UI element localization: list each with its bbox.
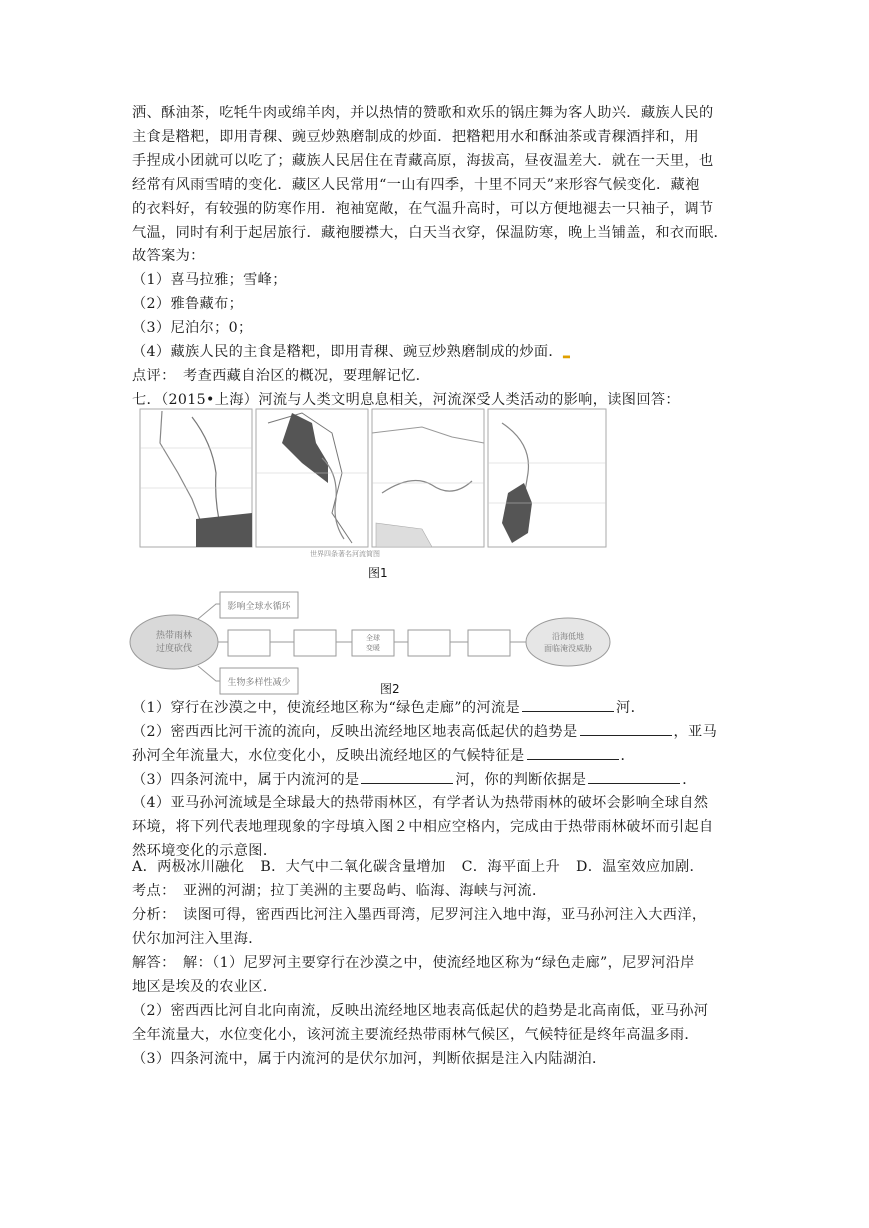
blank-4[interactable] bbox=[361, 769, 453, 784]
answer-line: （2）雅鲁藏布； bbox=[132, 296, 244, 312]
question-2-cont: 孙河全年流量大，水位变化小，反映出流经地区的气候特征是 ． bbox=[132, 745, 635, 766]
option-c: C．海平面上升 bbox=[461, 859, 561, 875]
map-nile bbox=[140, 409, 252, 547]
blank-box-4 bbox=[468, 630, 510, 656]
map-amazon bbox=[372, 409, 484, 547]
figure1-maps bbox=[132, 403, 612, 563]
options-line bbox=[132, 857, 704, 877]
blank-3[interactable] bbox=[527, 745, 619, 760]
text-line: 经常有风雨雪晴的变化．藏区人民常用“一山有四季，十里不同天”来形容气候变化．藏袍 bbox=[132, 177, 700, 193]
analysis-line: 伏尔加河注入里海． bbox=[132, 931, 263, 947]
option-b: B．大气中二氧化碳含量增加 bbox=[260, 859, 446, 875]
text-line: 洒、酥油茶，吃牦牛肉或绵羊肉，并以热情的赞歌和欢乐的锅庄舞为客人助兴．藏族人民的 bbox=[132, 105, 714, 121]
text-line: 故答案为： bbox=[132, 248, 205, 264]
solution-line: （3）四条河流中，属于内流河的是伏尔加河，判断依据是注入内陆湖泊． bbox=[132, 1051, 607, 1067]
figure2-diagram bbox=[128, 586, 628, 696]
question-4-cont: 环境，将下列代表地理现象的字母填入图２中相应空格内，完成由于热带雨林破坏而引起自 bbox=[132, 819, 714, 835]
question-3: （3）四条河流中，属于内流河的是 河，你的判断依据是 ． bbox=[132, 769, 697, 790]
comment-line: 点评： 考查西藏自治区的概况，要理解记忆． bbox=[132, 368, 431, 384]
answer-line: （1）喜马拉雅；雪峰； bbox=[132, 272, 287, 288]
bottom-box: 生物多样性减少 bbox=[227, 678, 291, 688]
start-node-line2: 过度砍伐 bbox=[155, 644, 193, 654]
question-4: （4）亚马孙河流域是全球最大的热带雨林区，有学者认为热带雨林的破坏会影响全球自然 bbox=[132, 795, 709, 811]
analysis-line: 分析： 读图可得，密西西比河注入墨西哥湾，尼罗河注入地中海，亚马孙河注入大西洋， bbox=[132, 907, 707, 923]
blank-box-1 bbox=[228, 630, 270, 656]
blank-5[interactable] bbox=[588, 769, 680, 784]
question-2: （2）密西西比河干流的流向，反映出流经地区地表高低起伏的趋势是 ，亚马 bbox=[132, 721, 717, 742]
middle-box-line2: 变暖 bbox=[366, 644, 380, 652]
blank-box-2 bbox=[294, 630, 336, 656]
question-1: （1）穿行在沙漠之中，使流经地区称为“绿色走廊”的河流是 河． bbox=[132, 697, 645, 718]
answer-line: （3）尼泊尔；0； bbox=[132, 320, 253, 336]
text-line: 手捏成小团就可以吃了；藏族人民居住在青藏高原，海拔高，昼夜温差大．就在一天里，也 bbox=[132, 153, 714, 169]
text-line: 的衣料好，有较强的防寒作用．袍袖宽敞，在气温升高时，可以方便地褪去一只袖子，调节 bbox=[132, 201, 714, 217]
solution-line: （2）密西西比河自北向南流，反映出流经地区地表高低起伏的趋势是北高南低，亚马孙河 bbox=[132, 1003, 709, 1019]
blank-1[interactable] bbox=[522, 697, 614, 712]
option-a: A．两极冰川融化 bbox=[132, 859, 245, 875]
figure1-caption: 图1 bbox=[368, 566, 388, 580]
end-node-line2: 面临淹没威胁 bbox=[544, 644, 592, 653]
middle-box-line1: 全球 bbox=[366, 634, 380, 642]
blank-box-3 bbox=[408, 630, 450, 656]
map-caption: 世界四条著名河流简图 bbox=[310, 550, 380, 558]
kaodian-line: 考点： 亚洲的河湖；拉丁美洲的主要岛屿、临海、海峡与河流． bbox=[132, 883, 547, 899]
solution-line: 全年流量大，水位变化小，该河流主要流经热带雨林气候区，气候特征是终年高温多雨． bbox=[132, 1027, 699, 1043]
blank-2[interactable] bbox=[580, 721, 672, 736]
question-title: 七．（2015•上海）河流与人类文明息息相关，河流深受人类活动的影响，读图回答： bbox=[132, 392, 680, 408]
option-d: D．温室效应加剧． bbox=[576, 859, 705, 875]
map-volga bbox=[488, 409, 606, 547]
text-line: 主食是糌粑，即用青稞、豌豆炒熟磨制成的炒面．把糌粑用水和酥油茶或青稞酒拌和，用 bbox=[132, 129, 699, 145]
start-node-line1: 热带雨林 bbox=[155, 631, 193, 641]
end-node-line1: 沿海低地 bbox=[552, 632, 584, 641]
top-box: 影响全球水循环 bbox=[227, 602, 291, 612]
solution-line: 解答： 解：（1）尼罗河主要穿行在沙漠之中，使流经地区称为“绿色走廊”，尼罗河沿岸 bbox=[132, 955, 695, 971]
figure2-caption: 图2 bbox=[380, 682, 400, 696]
solution-line: 地区是埃及的农业区． bbox=[132, 979, 278, 995]
text-line: 气温，同时有利于起居旅行．藏袍腰襟大，白天当衣穿，保温防寒，晚上当铺盖，和衣而眠． bbox=[132, 225, 729, 241]
map-mississippi bbox=[256, 409, 368, 547]
question-4-cont: 然环境变化的示意图． bbox=[132, 843, 278, 859]
answer-line: （4）藏族人民的主食是糌粑，即用青稞、豌豆炒熟磨制成的炒面．▂ bbox=[132, 344, 571, 360]
mark-icon: ▂ bbox=[562, 349, 571, 359]
